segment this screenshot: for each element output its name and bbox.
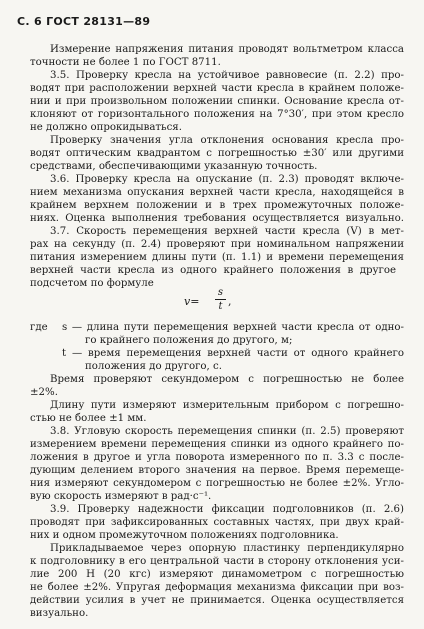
text-line: 3.5. Проверку кресла на устойчивое равновесие (п. 2.2) про- <box>50 70 404 81</box>
text-line: крайнем верхнем положении и в трех промежуточных положе- <box>30 200 404 211</box>
text-line: стью не более ±1 мм. <box>30 413 147 424</box>
text-line: ния измеряют секундомером с погрешностью не более ±2%. Угло- <box>30 478 404 489</box>
formula-lhs: v= <box>184 295 200 308</box>
text-line: Измерение напряжения питания проводят вольтметром класса <box>50 44 404 55</box>
text-line: верхней части кресла из одного крайнего положения в другое <box>30 265 396 276</box>
text-line: точности не более 1 по ГОСТ 8711. <box>30 57 221 68</box>
text-line: водят оптическим квадрантом с погрешностью ±30′ или другими <box>30 148 404 159</box>
text-line: Длину пути измеряют измерительным прибором с погрешно- <box>50 400 404 411</box>
text-line: подсчетом по формуле <box>30 278 154 289</box>
text-line: питания измерением длины пути (п. 1.1) и времени перемещения <box>30 252 404 263</box>
text-line: проводят при зафиксированных составных частях, при двух край- <box>30 517 404 528</box>
text-line: Прикладываемое через опорную пластинку перпендикулярно <box>50 543 404 554</box>
text-line: 3.9. Проверку надежности фиксации подголовников (п. 2.6) <box>50 504 404 515</box>
text-line: к подголовнику в его центральной части в сторону отклонения уси- <box>30 556 404 567</box>
formula-comma: , <box>228 295 232 308</box>
fraction-bar <box>215 299 226 300</box>
text-line: нием механизма опускания верхней части кресла, находящейся в <box>30 187 404 198</box>
formula-denominator: t <box>218 301 223 312</box>
text-line: 3.7. Скорость перемещения верхней части кресла (V) в мет- <box>50 226 404 237</box>
text-line: лие 200 Н (20 кгс) измеряют динамометром с погрешностью <box>30 569 404 580</box>
text-line: s — длина пути перемещения верхней части кресла от одно- <box>62 322 404 333</box>
text-line: 3.8. Угловую скорость перемещения спинки (п. 2.5) проверяют <box>50 426 404 437</box>
page-header: С. 6 ГОСТ 28131—89 <box>17 15 151 28</box>
text-line: вую скорость измеряют в рад·с⁻¹. <box>30 491 212 502</box>
formula-numerator: s <box>217 287 224 298</box>
text-line: не должно опрокидываться. <box>30 122 182 133</box>
text-line: ниях. Оценка выполнения требования осуществляется визуально. <box>30 213 404 224</box>
text-line: ложения в другое и угла поворота измеренного по п. 3.3 с после- <box>30 452 404 463</box>
text-line: не более ±2%. Упругая деформация механизма фиксации при воз- <box>30 582 404 593</box>
text-line: средствами, обеспечивающими указанную точность. <box>30 161 318 172</box>
text-line: измерением времени перемещения спинки из одного крайнего по- <box>30 439 404 450</box>
text-line: ±2%. <box>30 387 58 398</box>
text-line: положения до другого, с. <box>85 361 222 372</box>
text-line: клоняют от горизонтального положения на 7°30′, при этом кресло <box>30 109 404 120</box>
text-line: Проверку значения угла отклонения основания кресла про- <box>50 135 404 146</box>
text-line: где <box>30 322 48 333</box>
text-line: рах на секунду (п. 2.4) проверяют при номинальном напряжении <box>30 239 404 250</box>
formula-fraction <box>215 287 226 312</box>
text-line: нии и при произвольном положении спинки. Основание кресла от- <box>30 96 404 107</box>
text-line: го крайнего положения до другого, м; <box>85 335 293 346</box>
text-line: действии усилия в учет не принимается. Оценка осуществляется <box>30 595 404 606</box>
text-line: визуально. <box>30 608 89 619</box>
text-line: них и одном промежуточном положениях подголовника. <box>30 530 339 541</box>
text-line: 3.6. Проверку кресла на опускание (п. 2.3) проводят включе- <box>50 174 404 185</box>
text-line: t — время перемещения верхней части от одного крайнего <box>62 348 404 359</box>
text-line: дующим делением второго значения на первое. Время перемеще- <box>30 465 404 476</box>
text-line: водят при расположении верхней части кресла в крайнем положе- <box>30 83 404 94</box>
text-line: Время проверяют секундомером с погрешностью не более <box>50 374 404 385</box>
